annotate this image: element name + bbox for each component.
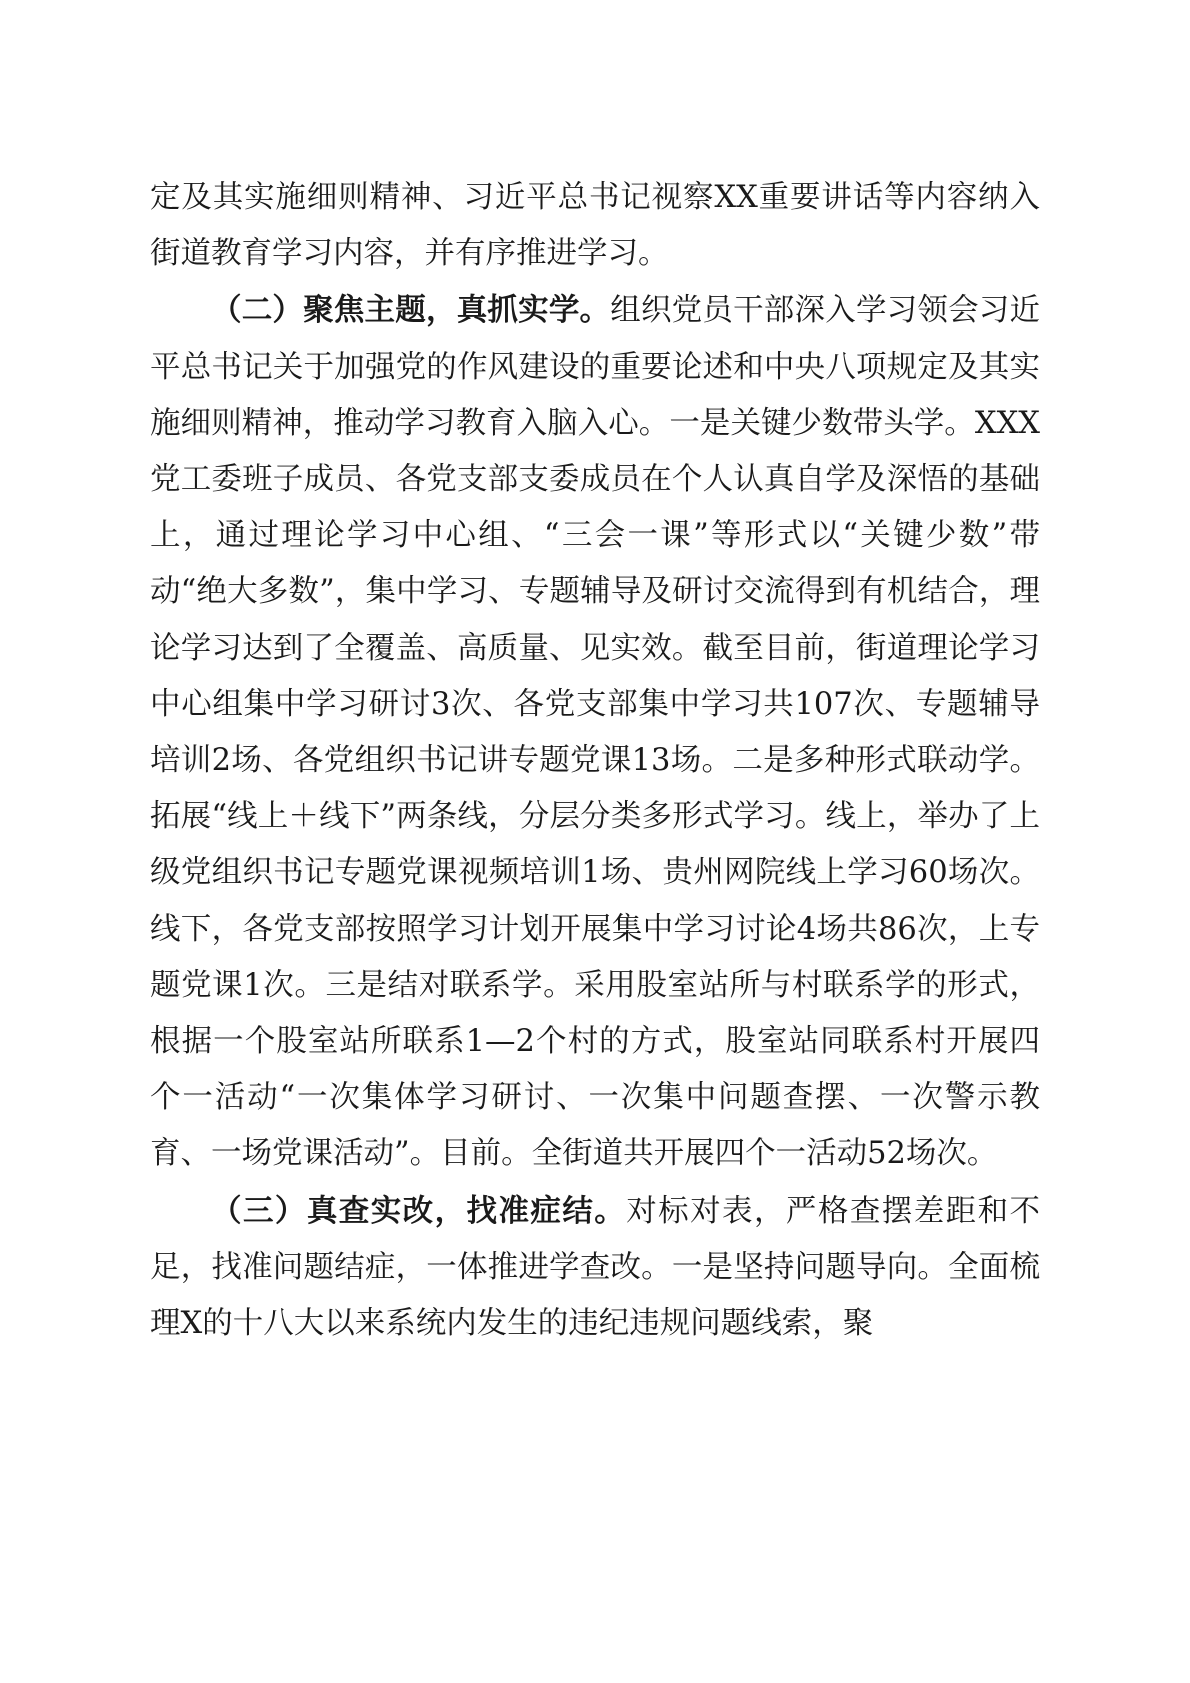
document-body (150, 170, 1040, 1352)
paragraph-body: 对标对表，严格查摆差距和不足，找准问题结症，一体推进学查改。一是坚持问题导向。全面梳理X的十八大以来系统内发生的违纪违规问题线索，聚 (150, 1193, 1041, 1342)
paragraph-check-and-rectify (150, 1183, 1040, 1353)
section-heading-3: （三）真查实改，找准症结。 (211, 1192, 627, 1229)
paragraph-study-content (150, 170, 1040, 282)
paragraph-focus-theme (150, 282, 1040, 1182)
paragraph-body: 定及其实施细则精神、习近平总书记视察XX重要讲话等内容纳入街道教育学习内容，并有序推进学习。 (150, 180, 1040, 272)
section-heading-2: （二）聚焦主题，真抓实学。 (211, 292, 611, 329)
paragraph-body: 组织党员干部深入学习领会习近平总书记关于加强党的作风建设的重要论述和中央八项规定及其实施细则精神，推动学习教育入脑入心。一是关键少数带头学。XXX党工委班子成员、各党支部支委成员在个人认真自学及深悟的基础上，通过理论学习中心组、“三会一课”等形式以“关键少数”带动“绝大多数”，集中学习、专题辅导及研讨交流得到有机结合，理论学习达到了全覆盖、高质量、见实效。截至目前，街道理论学习中心组集中学习研讨3次、各党支部集中学习共107次、专题辅导培训2场、各党组织书记讲专题党课13场。二是多种形式联动学。拓展“线上＋线下”两条线，分层分类多形式学习。线上，举办了上级党组织书记专题党课视频培训1场、贵州网院线上学习60场次。线下，各党支部按照学习计划开展集中学习讨论4场共86次，上专题党课1次。三是结对联系学。采用股室站所与村联系学的形式，根据一个股室站所联系1—2个村的方式，股室站同联系村开展四个一活动“一次集体学习研讨、一次集中问题查摆、一次警示教育、一场党课活动”。目前。全街道共开展四个一活动52场次。 (150, 293, 1040, 1172)
